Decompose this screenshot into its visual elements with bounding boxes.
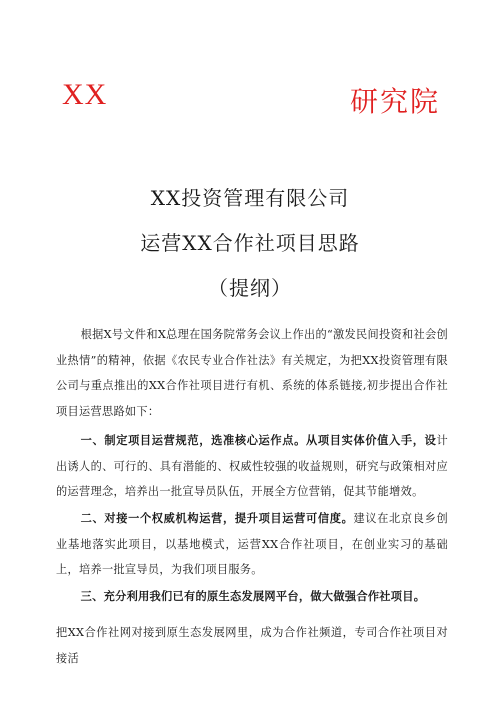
section-2-heading: 二、对接一个权威机构运营，提升项目运营可信度。 — [80, 511, 354, 525]
document-title: 运营XX合作社项目思路 — [140, 231, 360, 255]
section-2-text: 建议在北京良乡创业基地落实此项目，以基地模式，运营XX合作社项目，在创业实习的基础上，培养一批宣导员，为我们项目服务。 — [56, 512, 448, 576]
section-2-paragraph — [56, 506, 448, 583]
header-left-text: XX — [62, 78, 108, 111]
intro-paragraph: 根据X号文件和X总理在国务院常务会议上作出的“激发民间投资和社会创业热情”的精神，依据《农民专业合作社法》有关规定，为把XX投资管理有限公司与重点推出的XX合作社项目进行有机、系统的体系链接,初步提出合作社项目运营思路如下： — [56, 328, 448, 418]
header-right-text: 研究院 — [349, 85, 440, 118]
section-1-heading: 一、制定项目运营规范，选准核心运作点。从项目实体价值入手，设 — [80, 433, 437, 447]
outline-subtitle: （提纲） — [208, 276, 292, 300]
company-title: XX投资管理有限公司 — [150, 186, 350, 210]
section-4-paragraph: 把XX合作社网对接到原生态发展网里，成为合作社频道，专司合作社项目对接活 — [56, 626, 448, 665]
section-1-text: 计出诱人的、可行的、具有潜能的、权威性较强的收益规则，研究与政策相对应的运营理念，培养出一批宣导员队伍，开展全方位营销，促其节能增效。 — [56, 434, 448, 498]
section-3-heading: 三、充分利用我们已有的原生态发展网平台，做大做强合作社项目。 — [80, 589, 426, 603]
section-1-paragraph — [56, 428, 448, 505]
